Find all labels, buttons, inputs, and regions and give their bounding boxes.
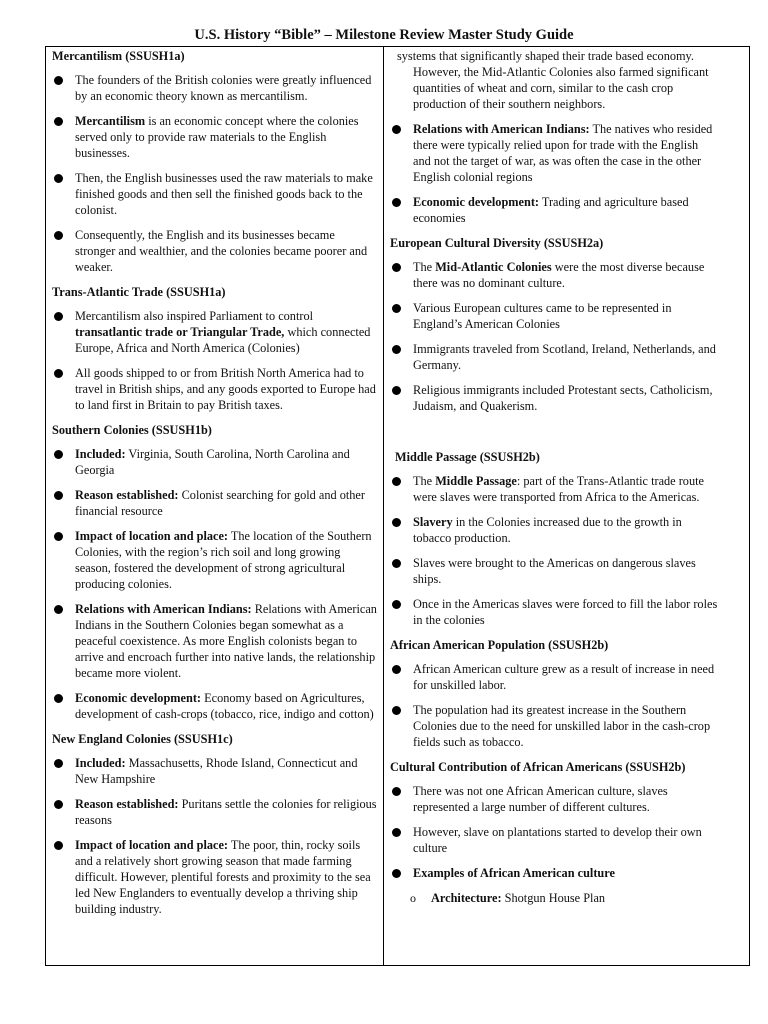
bullet-icon [392, 386, 401, 395]
list-item: Various European cultures came to be represented in England’s American Colonies [390, 300, 718, 332]
section-heading-middle-passage: Middle Passage (SSUSH2b) [395, 450, 540, 464]
bullet-icon [392, 787, 401, 796]
bullet-icon [392, 518, 401, 527]
list-item: Slaves were brought to the Americas on dangerous slaves ships. [390, 555, 718, 587]
bullet-icon [54, 800, 63, 809]
bullet-icon [54, 694, 63, 703]
bullet-icon [392, 665, 401, 674]
list-item: The Mid-Atlantic Colonies were the most diverse because there was no dominant culture. [390, 259, 718, 291]
bullet-icon [54, 532, 63, 541]
bullet-icon [392, 828, 401, 837]
bullet-icon [392, 304, 401, 313]
section-heading-contribution: Cultural Contribution of African Americans (SSUSH2b) [390, 760, 686, 774]
list-item: The founders of the British colonies were greatly influenced by an economic theory known as mercantilism. [52, 72, 378, 104]
section-heading-new-england: New England Colonies (SSUSH1c) [52, 732, 233, 746]
bullet-icon [54, 369, 63, 378]
bullet-icon [54, 491, 63, 500]
bullet-icon [392, 706, 401, 715]
section-heading-diversity: European Cultural Diversity (SSUSH2a) [390, 236, 604, 250]
page-title: U.S. History “Bible” – Milestone Review Master Study Guide [194, 27, 574, 43]
bullet-icon [392, 559, 401, 568]
list-item: Impact of location and place: The location of the Southern Colonies, with the region’s rich soil and long growing season, fostered the development of strong agricultural producing colonies. [52, 528, 378, 592]
bullet-icon [392, 600, 401, 609]
bullet-icon [54, 841, 63, 850]
list-item: Mercantilism also inspired Parliament to control transatlantic trade or Triangular Trade, which connected Europe, Africa and North America (Colonies) [52, 308, 378, 356]
continued-text: systems that significantly shaped their trade based economy. However, the Mid-Atlantic Colonies also farmed significant quantities of wheat and corn, similar to the cash crop production of their southern neighbors. [397, 49, 709, 111]
list-item: Included: Virginia, South Carolina, North Carolina and Georgia [52, 446, 378, 478]
list-item: African American culture grew as a result of increase in need for unskilled labor. [390, 661, 718, 693]
list-item: Reason established: Puritans settle the colonies for religious reasons [52, 796, 378, 828]
bullet-icon [54, 76, 63, 85]
list-item: Once in the Americas slaves were forced to fill the labor roles in the colonies [390, 596, 718, 628]
sub-bullet-icon: o [410, 891, 416, 905]
section-heading-southern: Southern Colonies (SSUSH1b) [52, 423, 212, 437]
bullet-icon [54, 117, 63, 126]
bullet-icon [54, 450, 63, 459]
column-divider [383, 46, 384, 966]
bullet-icon [392, 345, 401, 354]
list-item: Reason established: Colonist searching for gold and other financial resource [52, 487, 378, 519]
bullet-icon [54, 759, 63, 768]
list-item: Immigrants traveled from Scotland, Ireland, Netherlands, and Germany. [390, 341, 718, 373]
list-item: All goods shipped to or from British North America had to travel in British ships, and any goods exported to Europe had to land first in Britain to pay British taxes. [52, 365, 378, 413]
list-item: Consequently, the English and its businesses became stronger and wealthier, and the colonies became poorer and weaker. [52, 227, 378, 275]
list-item: However, slave on plantations started to develop their own culture [390, 824, 718, 856]
list-item: Relations with American Indians: The natives who resided there were typically relied upon for trade with the English and not the target of war, as was often the case in the other English colonial regions [390, 121, 718, 185]
spacer [390, 423, 718, 449]
bullet-icon [392, 263, 401, 272]
bullet-icon [392, 869, 401, 878]
list-item: Economic development: Trading and agriculture based economies [390, 194, 718, 226]
bullet-icon [392, 477, 401, 486]
bullet-icon [392, 198, 401, 207]
list-item: Examples of African American culture [390, 865, 718, 881]
bullet-icon [54, 312, 63, 321]
list-item: There was not one African American culture, slaves represented a large number of different cultures. [390, 783, 718, 815]
list-item: Mercantilism is an economic concept where the colonies served only to provide raw materials to the English businesses. [52, 113, 378, 161]
list-item: Then, the English businesses used the raw materials to make finished goods and then sell the finished goods back to the colonist. [52, 170, 378, 218]
section-heading-population: African American Population (SSUSH2b) [390, 638, 609, 652]
sub-list-item: o Architecture: Shotgun House Plan [410, 891, 606, 905]
right-column [390, 48, 718, 915]
list-item: Impact of location and place: The poor, thin, rocky soils and a relatively short growing season that made farming difficult. However, plentiful forests and proximity to the sea led New Englanders to eventually develop a thriving ship building industry. [52, 837, 378, 917]
section-heading-trade: Trans-Atlantic Trade (SSUSH1a) [52, 285, 226, 299]
list-item: The Middle Passage: part of the Trans-Atlantic trade route were slaves were transported from Africa to the Americas. [390, 473, 718, 505]
list-item: The population had its greatest increase in the Southern Colonies due to the need for unskilled labor in the cash-crop fields such as tobacco. [390, 702, 718, 750]
list-item: Economic development: Economy based on Agricultures, development of cash-crops (tobacco, rice, indigo and cotton) [52, 690, 378, 722]
list-item: Slavery in the Colonies increased due to the growth in tobacco production. [390, 514, 718, 546]
left-column [52, 48, 378, 926]
list-item: Included: Massachusetts, Rhode Island, Connecticut and New Hampshire [52, 755, 378, 787]
bullet-icon [54, 174, 63, 183]
bullet-icon [392, 125, 401, 134]
list-item: Relations with American Indians: Relations with American Indians in the Southern Colonies began somewhat as a peaceful coexistence. As more English colonists began to arrive and encroach further into native lands, the relationship became more violent. [52, 601, 378, 681]
bullet-icon [54, 231, 63, 240]
bullet-icon [54, 605, 63, 614]
list-item: Religious immigrants included Protestant sects, Catholicism, Judaism, and Quakerism. [390, 382, 718, 414]
section-heading-mercantilism: Mercantilism (SSUSH1a) [52, 49, 185, 63]
